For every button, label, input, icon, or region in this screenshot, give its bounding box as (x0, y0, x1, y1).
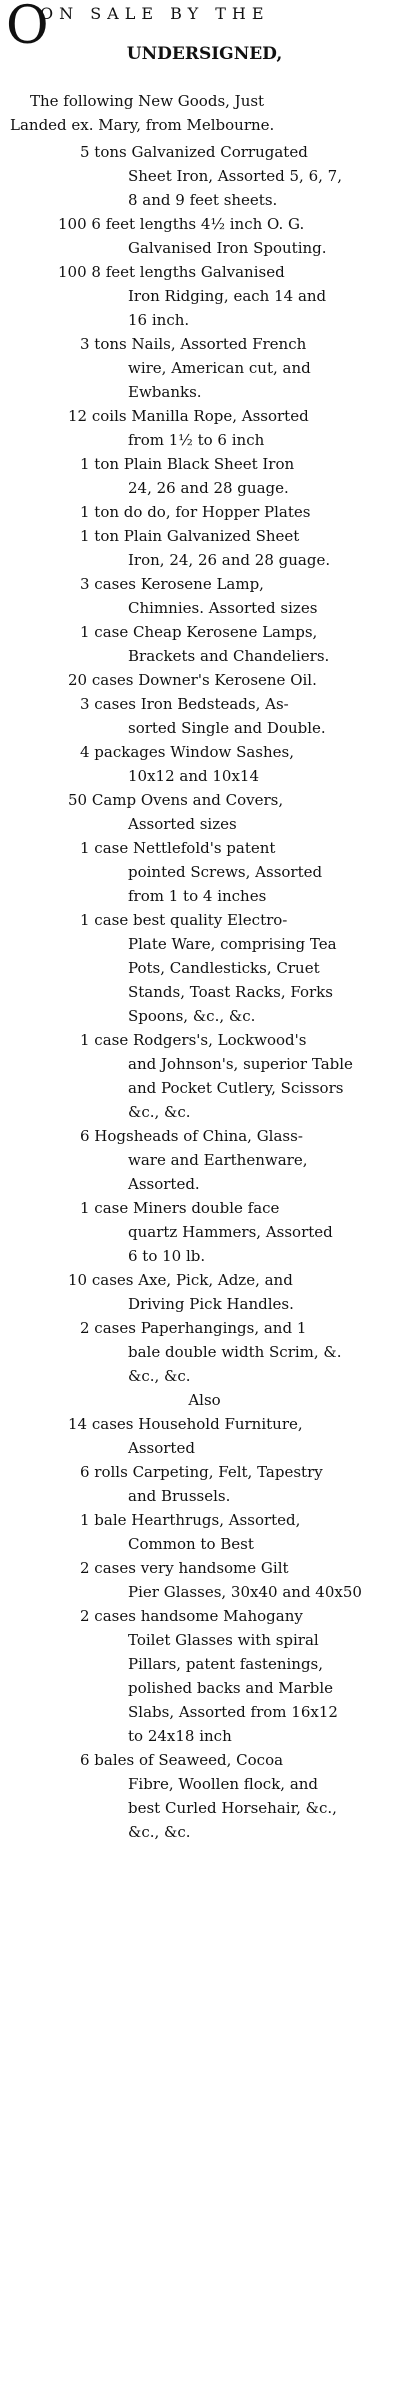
list-item: 24, 26 and 28 guage. (128, 479, 289, 497)
list-item: 100 8 feet lengths Galvanised (58, 263, 285, 281)
list-item: Galvanised Iron Spouting. (128, 239, 327, 257)
list-item: 50 Camp Ovens and Covers, (68, 791, 284, 809)
list-item: 100 6 feet lengths 4½ inch O. G. (58, 215, 305, 233)
list-item: Assorted. (128, 1175, 200, 1193)
list-item: 1 case best quality Electro- (80, 911, 288, 929)
list-item: 3 cases Iron Bedsteads, As- (80, 695, 289, 713)
list-item: bale double width Scrim, &. (128, 1343, 342, 1361)
list-item: Toilet Glasses with spiral (128, 1631, 319, 1649)
list-item: polished backs and Marble (128, 1679, 334, 1697)
list-item: Pier Glasses, 30x40 and 40x50 (128, 1583, 362, 1601)
list-item: 3 tons Nails, Assorted French (80, 335, 307, 353)
list-item: Common to Best (128, 1535, 254, 1553)
list-item: Pots, Candlesticks, Cruet (128, 959, 320, 977)
list-item: Assorted (128, 1439, 195, 1457)
list-item: Driving Pick Handles. (128, 1295, 294, 1313)
list-item: 3 cases Kerosene Lamp, (80, 575, 264, 593)
list-item: 1 case Rodgers's, Lockwood's (80, 1031, 307, 1049)
ad1-heading-line2: UNDERSIGNED, (126, 44, 283, 64)
list-item: from 1½ to 6 inch (128, 431, 265, 449)
list-item: Plate Ware, comprising Tea (128, 935, 337, 953)
list-item: Iron Ridging, each 14 and (128, 287, 327, 305)
list-item: &c., &c. (128, 1103, 191, 1121)
list-item: 8 and 9 feet sheets. (128, 191, 278, 209)
list-item: 2 cases Paperhangings, and 1 (80, 1319, 307, 1337)
list-item: Sheet Iron, Assorted 5, 6, 7, (128, 167, 342, 185)
list-item-also: Also (188, 1391, 221, 1409)
list-item: &c., &c. (128, 1367, 191, 1385)
list-item: and Pocket Cutlery, Scissors (128, 1079, 344, 1097)
list-item: Slabs, Assorted from 16x12 (128, 1703, 338, 1721)
list-item: from 1 to 4 inches (128, 887, 267, 905)
list-item: Iron, 24, 26 and 28 guage. (128, 551, 331, 569)
list-item: 1 ton Plain Black Sheet Iron (80, 455, 295, 473)
drop-cap-o: O (6, 0, 49, 56)
list-item: and Johnson's, superior Table (128, 1055, 353, 1073)
list-item: sorted Single and Double. (128, 719, 326, 737)
list-item: 5 tons Galvanized Corrugated (80, 143, 308, 161)
list-item: Brackets and Chandeliers. (128, 647, 330, 665)
list-item: 1 case Cheap Kerosene Lamps, (80, 623, 318, 641)
list-item: ware and Earthenware, (128, 1151, 308, 1169)
list-item: 2 cases very handsome Gilt (80, 1559, 289, 1577)
list-item: Ewbanks. (128, 383, 202, 401)
list-item: to 24x18 inch (128, 1727, 232, 1745)
list-item: 1 case Miners double face (80, 1199, 280, 1217)
list-item: 10x12 and 10x14 (128, 767, 260, 785)
list-item: best Curled Horsehair, &c., (128, 1799, 337, 1817)
list-item: 16 inch. (128, 311, 190, 329)
list-item: 6 bales of Seaweed, Cocoa (80, 1751, 284, 1769)
list-item: and Brussels. (128, 1487, 231, 1505)
list-item: wire, American cut, and (128, 359, 311, 377)
list-item: Fibre, Woollen flock, and (128, 1775, 319, 1793)
ad1-intro-line1: The following New Goods, Just (30, 92, 265, 110)
list-item: 12 coils Manilla Rope, Assorted (68, 407, 309, 425)
list-item: Assorted sizes (128, 815, 237, 833)
list-item: Stands, Toast Racks, Forks (128, 983, 333, 1001)
list-item: 1 bale Hearthrugs, Assorted, (80, 1511, 301, 1529)
list-item: 6 to 10 lb. (128, 1247, 206, 1265)
list-item: 6 rolls Carpeting, Felt, Tapestry (80, 1463, 323, 1481)
list-item: &c., &c. (128, 1823, 191, 1841)
list-item: 2 cases handsome Mahogany (80, 1607, 303, 1625)
list-item: Spoons, &c., &c. (128, 1007, 256, 1025)
ad1-heading-line1: ON SALE BY THE (40, 4, 270, 23)
list-item: 20 cases Downer's Kerosene Oil. (68, 671, 317, 689)
list-item: 4 packages Window Sashes, (80, 743, 295, 761)
list-item: 10 cases Axe, Pick, Adze, and (68, 1271, 293, 1289)
ad1-intro-line2: Landed ex. Mary, from Melbourne. (10, 116, 275, 134)
list-item: 1 ton do do, for Hopper Plates (80, 503, 311, 521)
list-item: Pillars, patent fastenings, (128, 1655, 324, 1673)
list-item: pointed Screws, Assorted (128, 863, 323, 881)
list-item: 14 cases Household Furniture, (68, 1415, 303, 1433)
list-item: 1 ton Plain Galvanized Sheet (80, 527, 300, 545)
list-item: quartz Hammers, Assorted (128, 1223, 333, 1241)
list-item: Chimnies. Assorted sizes (128, 599, 318, 617)
list-item: 6 Hogsheads of China, Glass- (80, 1127, 303, 1145)
list-item: 1 case Nettlefold's patent (80, 839, 276, 857)
